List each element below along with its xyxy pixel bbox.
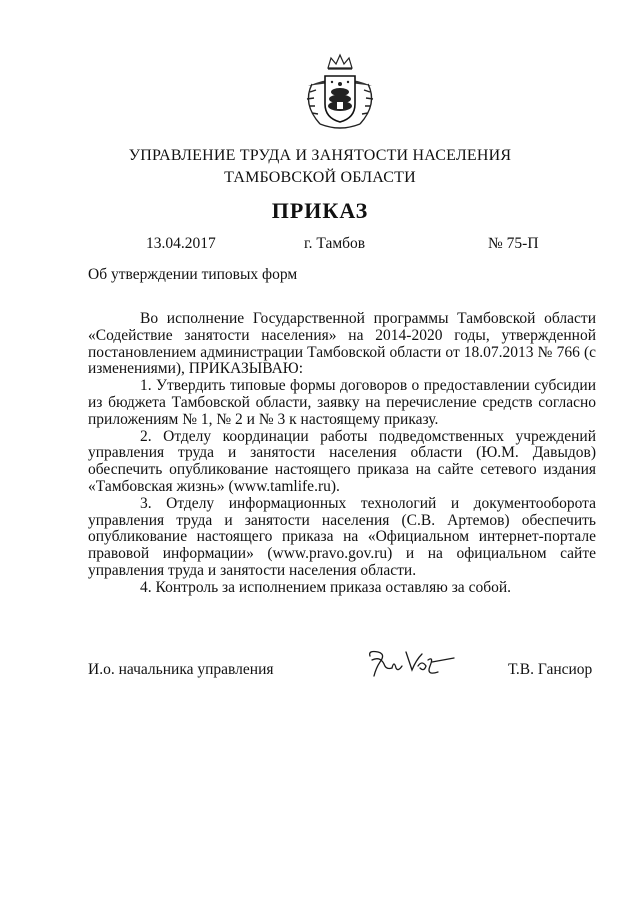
paragraph-item-1: 1. Утвердить типовые формы договоров о предоставлении субсидии из бюджета Тамбовской области, заявку на перечисление средств согласно приложениям № 1, № 2 и № 3 к настоящему приказу.	[88, 377, 596, 428]
organization-line-2: ТАМБОВСКОЙ ОБЛАСТИ	[224, 169, 416, 186]
document-title: ПРИКАЗ	[271, 198, 369, 223]
paragraph-item-3: 3. Отделу информационных технологий и документооборота управления труда и занятости населения (С.В. Артемов) обеспечить опубликование настоящего приказа на «Официальном интернет-портале правовой информации» (www.pravo.gov.ru) и на официальном сайте управления труда и занятости населения области.	[88, 494, 596, 579]
document-number: № 75-П	[488, 235, 539, 252]
document-city: г. Тамбов	[304, 235, 366, 252]
organization-line-1: УПРАВЛЕНИЕ ТРУДА И ЗАНЯТОСТИ НАСЕЛЕНИЯ	[128, 147, 512, 164]
paragraph-item-2: 2. Отделу координации работы подведомственных учреждений управления труда и занятости населения области (Ю.М. Давыдов) обеспечить опубликование настоящего приказа на сайте сетевого издания «Тамбовская жизнь» (www.tamlife.ru).	[88, 427, 596, 495]
paragraph-item-4: 4. Контроль за исполнением приказа оставляю за собой.	[140, 578, 512, 596]
document-date: 13.04.2017	[146, 235, 216, 252]
document-subject: Об утверждении типовых форм	[88, 266, 298, 283]
signatory-position: И.о. начальника управления	[88, 661, 274, 678]
organization-name	[0, 145, 640, 189]
coat-of-arms-icon	[298, 52, 382, 132]
handwritten-signature-icon	[366, 646, 456, 682]
paragraph-preamble: Во исполнение Государственной программы Тамбовской области «Содействие занятости населения» на 2014-2020 годы, утвержденной постановлением администрации Тамбовской области от 18.07.2013 № 766 (с изменениями), ПРИКАЗЫВАЮ:	[88, 310, 596, 378]
document-body	[88, 311, 596, 597]
signatory-name: Т.В. Гансиор	[508, 661, 593, 678]
